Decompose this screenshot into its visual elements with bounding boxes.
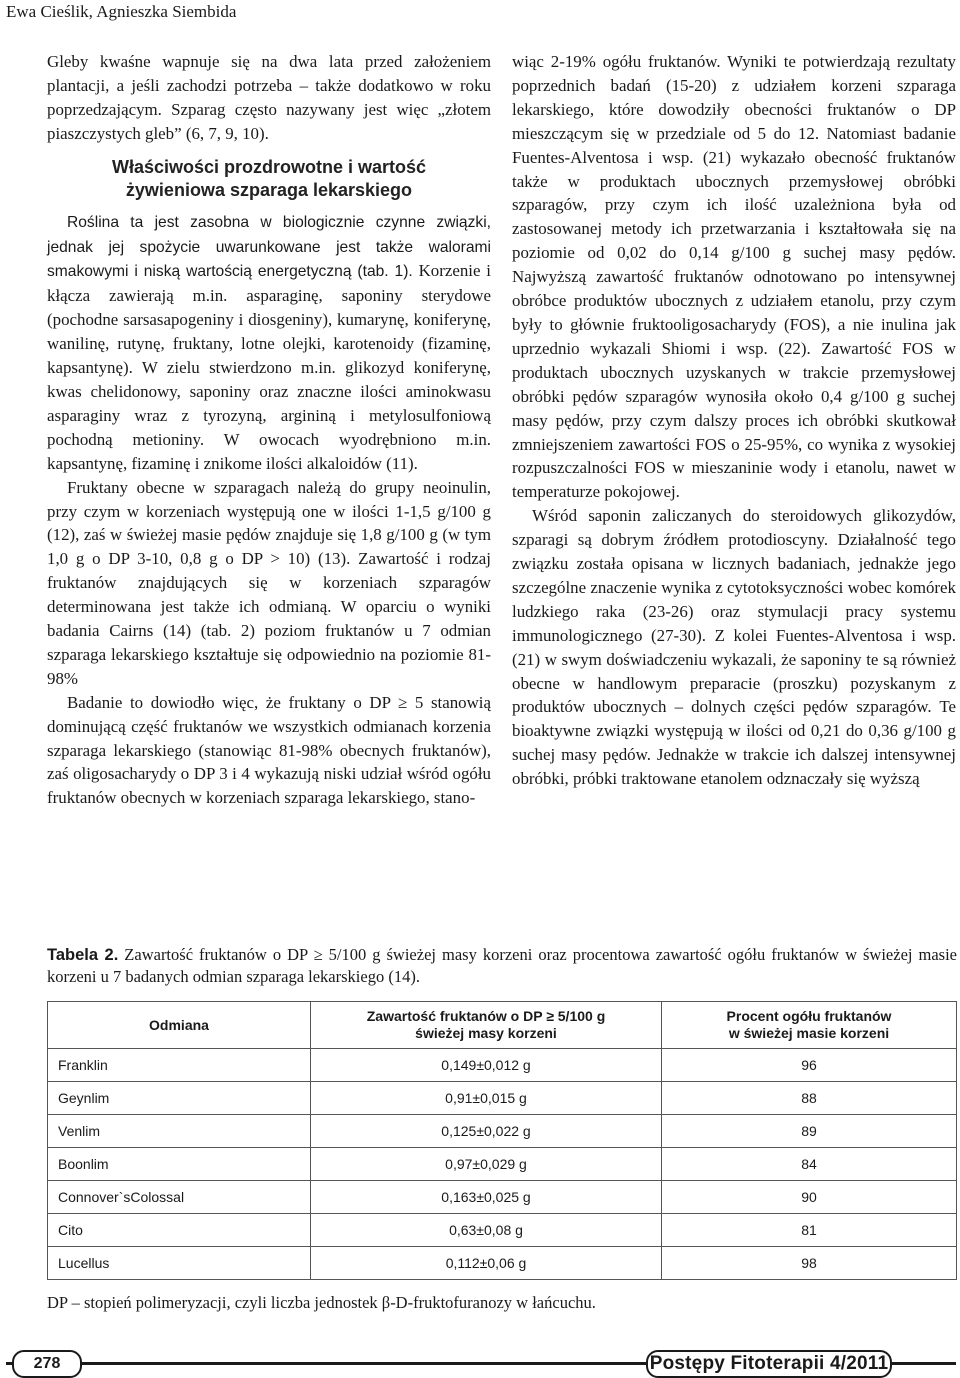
section-heading-line-2: żywieniowa szparaga lekarskiego xyxy=(125,179,413,200)
table-row xyxy=(48,1148,957,1181)
paragraph-compounds-serif: Korzenie i kłącza zawierają m.in. asparaginę, saponiny sterydowe (pochodne sarsasapogeniny i diosgeniny), kumarynę, koniferynę, wanilinę, rutynę, fruktany, lotne olejki, karotenoidy (fizaminę, kapsantynę). W zielu stwierdzono m.in. glikozyd koniferynę, kwas chelidonowy, saponiny oraz znaczne ilości aminokwasu asparaginy wraz z tyrozyną, argininą i metylosulfoniową pochodną metioniny. W owocach wyodrębniono m.in. kapsantynę, fizaminę i znikome ilości alkaloidów (11). xyxy=(47,261,491,473)
table-caption-text: Zawartość fruktanów o DP ≥ 5/100 g świeżej masy korzeni oraz procentowa zawartość ogółu fruktanów w świeżej masie korzeni u 7 badanych odmian szparaga lekarskiego (14). xyxy=(47,945,957,986)
header-percent xyxy=(662,1002,957,1049)
page-number: 278 xyxy=(12,1350,82,1378)
table-footnote: DP – stopień polimeryzacji, czyli liczba jednostek β-D-fruktofuranozy w łańcuchu. xyxy=(47,1293,596,1312)
header-content xyxy=(311,1002,662,1049)
cell-variety: Boonlim xyxy=(48,1148,311,1181)
section-heading xyxy=(47,156,491,202)
fructan-table xyxy=(47,1001,957,1280)
paragraph-saponins: Wśród saponin zaliczanych do steroidowych glikozydów, szparagi są dobrym źródłem protodioscyny. Działalność tego związku została opisana w licznych badaniach, jednakże jego szczególne znaczenie wynika z cytotoksyczności wobec komórek ludzkiego raka (23-26) oraz stymulacji pracy systemu immunologicznego (27-30). Z kolei Fuentes-Alventosa i wsp. (21) w swym doświadczeniu wykazali, że saponiny te są również obecne w handlowym preparacie (proszku) pozyskanym z produktów ubocznych – dolnych części pędów szparagów. Te bioaktywne związki występują w ilości od 0,21 do 0,36 g/100 g suchej masy pędów. Jednakże w trakcie ich dalszej intensywnej obróbki, próbki traktowane etanolem odznaczały się wyższą xyxy=(512,506,956,789)
header-percent-line-2: w świeżej masie korzeni xyxy=(728,1025,890,1041)
cell-content: 0,149±0,012 g xyxy=(311,1049,662,1082)
cell-content: 0,97±0,029 g xyxy=(311,1148,662,1181)
section-heading-line-1: Właściwości prozdrowotne i wartość xyxy=(111,156,427,177)
paragraph-results: wiąc 2-19% ogółu fruktanów. Wyniki te potwierdzają rezultaty poprzednich badań (15-20) z udziałem korzeni szparaga lekarskiego, które dowodziły obecności fruktanów o DP mieszczącym się w przedziale od 5 do 12. Natomiast badanie Fuentes-Alventosa i wsp. (21) wykazało obecność fruktanów także w produktach ubocznych przemysłowej obróbki szparagów, przy czym ich ilość uzależniona była od zastosowanej metody ich przetwarzania i kształtowała się na poziomie od 0,02 do 0,14 g/100 g suchej masy pędów. Najwyższą zawartość fruktanów odnotowano po intensywnej obróbce produktów ubocznych z udziałem etanolu, przy czym były to głównie fruktooligosacharydy (FOS), a nie inulina jak uprzednio wykazali Shiomi i wsp. (22). Zawartość FOS w produktach ubocznych uzyskanych w trakcie przemysłowej obróbki pędów szparagów wynosiła około 0,4 g/100 g suchej masy pędów, przy czym dalszy proces ich obróbki skutkował zmniejszeniem zawartości FOS o 25-95%, co wynika z wysokiej rozpuszczalności FOS w mieszaninie wody i etanolu, nawet w temperaturze pokojowej. xyxy=(512,52,956,502)
cell-percent: 84 xyxy=(662,1148,957,1181)
cell-percent: 81 xyxy=(662,1214,957,1247)
table-row xyxy=(48,1247,957,1280)
header-content-line-1: Zawartość fruktanów o DP ≥ 5/100 g xyxy=(366,1008,606,1024)
cell-variety: Lucellus xyxy=(48,1247,311,1280)
table-row xyxy=(48,1049,957,1082)
table-row xyxy=(48,1181,957,1214)
paragraph-study: Badanie to dowiodło więc, że fruktany o DP ≥ 5 stanowią dominującą część fruktanów we wszystkich odmianach korzenia szparaga lekarskiego (stanowiąc 81-98% obecnych fruktanów), zaś oligosacharydy o DP 3 i 4 wykazują niski udział wśród ogółu fruktanów obecnych w korzeniach szparaga lekarskiego, stano- xyxy=(47,692,491,808)
header-content-line-2: świeżej masy korzeni xyxy=(415,1025,557,1041)
footer-rule-right xyxy=(888,1362,956,1365)
table-row xyxy=(48,1115,957,1148)
cell-variety: Connover`sColossal xyxy=(48,1181,311,1214)
cell-content: 0,163±0,025 g xyxy=(311,1181,662,1214)
header-variety: Odmiana xyxy=(48,1002,311,1049)
cell-percent: 88 xyxy=(662,1082,957,1115)
cell-percent: 96 xyxy=(662,1049,957,1082)
header-percent-line-1: Procent ogółu fruktanów xyxy=(726,1008,892,1024)
table-row xyxy=(48,1082,957,1115)
cell-content: 0,112±0,06 g xyxy=(311,1247,662,1280)
cell-content: 0,125±0,022 g xyxy=(311,1115,662,1148)
cell-variety: Franklin xyxy=(48,1049,311,1082)
paragraph-compounds-sans: Roślina ta jest zasobna w biologicznie czynne związki, jednak jej spożycie uwarunkowane jest także walorami smakowymi i niską wartością energetyczną (tab. 1). xyxy=(47,213,491,281)
cell-variety: Geynlim xyxy=(48,1082,311,1115)
table-row xyxy=(48,1214,957,1247)
footer-rule-left xyxy=(6,1362,646,1365)
cell-percent: 98 xyxy=(662,1247,957,1280)
cell-variety: Cito xyxy=(48,1214,311,1247)
paragraph-compounds xyxy=(47,210,491,476)
cell-content: 0,63±0,08 g xyxy=(311,1214,662,1247)
cell-variety: Venlim xyxy=(48,1115,311,1148)
right-column xyxy=(512,50,956,791)
table-caption-label: Tabela 2. xyxy=(47,946,119,964)
left-column xyxy=(47,50,491,810)
cell-content: 0,91±0,015 g xyxy=(311,1082,662,1115)
table-caption xyxy=(47,944,957,988)
page-footer xyxy=(6,1350,956,1376)
cell-percent: 90 xyxy=(662,1181,957,1214)
journal-title: Postępy Fitoterapii 4/2011 xyxy=(646,1350,892,1378)
running-head: Ewa Cieślik, Agnieszka Siembida xyxy=(6,2,237,21)
table-header-row xyxy=(48,1002,957,1049)
paragraph-soil: Gleby kwaśne wapnuje się na dwa lata przed założeniem plantacji, a jeśli zachodzi potrzeba – także dodatkowo w roku poprzedzającym. Szparag często nazywany jest więc „złotem piaszczystych gleb” (6, 7, 9, 10). xyxy=(47,52,491,143)
paragraph-fructans: Fruktany obecne w szparagach należą do grupy neoinulin, przy czym w korzeniach występują one w ilości 1-1,5 g/100 g (12), zaś w świeżej masie pędów znajduje się 1,8 g/100 g (w tym 1,0 g o DP 3-10, 0,8 g o DP > 10) (13). Zawartość i rodzaj fruktanów znajdujących się w korzeniach szparagów determinowana jest także ich odmianą. W oparciu o wyniki badania Cairns (14) (tab. 2) poziom fruktanów u 7 odmian szparaga lekarskiego kształtuje się odpowiednio na poziomie 81-98% xyxy=(47,477,491,688)
cell-percent: 89 xyxy=(662,1115,957,1148)
